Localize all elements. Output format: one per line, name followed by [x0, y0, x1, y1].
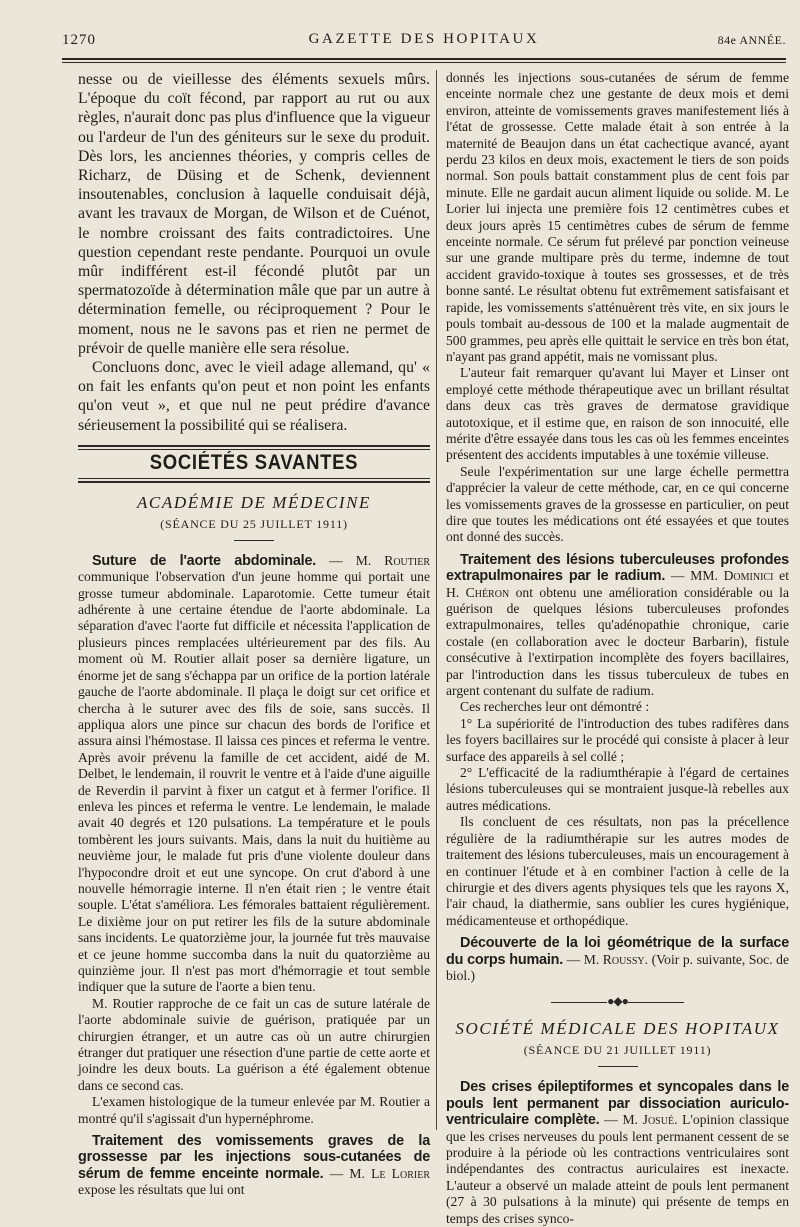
- tuber-author-2: Chéron: [465, 584, 510, 600]
- vomit-dash: — M.: [323, 1165, 372, 1181]
- vomit-paragraph-2: L'auteur fait remarquer qu'avant lui Mayer et Linser ont employé cette méthode thérapeutique avec un brillant résultat dans deux cas très graves de dermatose gravidique autotoxique, et il estime que, en raison de son innocuité, elle mérite d'être essayée dans tous les cas où les femmes enceintes présentent des accidents imputables à une toxémie villeuse.: [446, 365, 789, 463]
- vomit-author: Le Lorier: [371, 1165, 430, 1181]
- aorte-paragraph-2: M. Routier rapproche de ce fait un cas de suture latérale de l'aorte abdominale suivie de guérison, pratiquée par un chirurgien étranger, et un autre cas où un autre chirurgien étranger dut pratiquer une résection d'une partie de cette aorte et joindre les deux bouts. La guérison a été également obtenue dans ce second cas.: [78, 995, 430, 1093]
- tuber-paragraph-4: 2° L'efficacité de la radiumthérapie à l'égard de certaines lésions tuberculeuses qui se montraient jusque-là rebelles aux autres médications.: [446, 765, 789, 813]
- aorte-heading: Suture de l'aorte abdominale.: [92, 552, 317, 569]
- academy-session: (SÉANCE DU 25 JUILLET 1911): [160, 516, 348, 531]
- society-title: SOCIÉTÉ MÉDICALE DES HOPITAUX: [455, 1019, 780, 1039]
- tuber-dash: — MM.: [665, 568, 724, 584]
- vomit-paragraph-1: [78, 1133, 430, 1199]
- intro-paragraph: nesse ou de vieillesse des éléments sexuels mûrs. L'époque du coït fécond, par rapport au rut ou aux règles, n'aurait donc pas plus d'influence que la vigueur ou l'ardeur de l'un des géniteurs sur le sexe du produit. Dès lors, les anciennes théories, y compris celles de Richarz, de Düsing et de Schenk, deviennent insoutenables, conclusion à laquelle conduisait déjà, avant les travaux de Morgan, de Wilson et de Cuénot, le nombre croissant des faits contradictoires. Une question cependant reste pendante. Pourquoi un ovule mûr indifférent est-il fécondé plutôt par un spermatozoïde à détermination mâle que par un autre à détermination femelle, ou réciproquement ? Pour le moment, nous ne le savons pas et rien ne permet de prévoir de quelle manière elle sera résolue.: [78, 71, 430, 357]
- aorte-dash: — M.: [316, 552, 385, 568]
- tuber-paragraph-3: 1° La supériorité de l'introduction des tubes radifères dans les foyers bacillaires sur le procédé qui consiste à placer à leur surface des appareils à sel collé ;: [446, 715, 789, 764]
- tuber-text-1: ont obtenu une amélioration considérable ou la guérison de quelques lésions tuberculeuses profondes extrapulmonaires, telles qu'adénopathie chronique, carie costale (en collaboration avec le docteur Barbarin), fistule consécutive à l'extirpation incomplète des foyers bacillaires, par l'introduction dans les tissus tuberculeux de tubes en argent contenant du sulfate de radium.: [446, 584, 789, 699]
- journal-title: GAZETTE DES HOPITAUX: [308, 31, 540, 47]
- header-rule: [62, 58, 786, 60]
- page-header: [62, 30, 786, 52]
- aorte-text-1: communique l'observation d'un jeune homme qui portait une grosse tumeur abdominale. Laparotomie. Cette tumeur était adhérente à une certaine étendue de l'aorte abdominale. La séparation d'avec l'aorte fut difficile et nécessita l'application de plusieurs pinces remplacées ultérieurement par des fils. Au moment où M. Routier allait poser sa dernière ligature, un énorme jet de sang s'échappa par un orifice de la portion latérale gauche de l'aorte abdominale. Il plaça le doigt sur cet orifice et chercha à le suturer avec des fils de soie, sans succès. Il appliqua alors une pince sur chacun des bords de l'orifice et assura ainsi l'hémostase. Il laissa ces pinces et referma le ventre. Après avoir prévenu la famille de cet accident, aidé de M. Delbet, le lendemain, il rouvrit le ventre et à l'aide d'une aiguille de Reverdin il parvint à fixer un catgut et à fermer l'orifice. Il enleva les pinces et referma le ventre. Le lendemain, le malade avait 40 degrés et 120 pulsations. La température et le pouls tombèrent les jours suivants. Mais, dans la nuit du huitième au neuvième jour, le malade fut pris d'une violente douleur dans l'hypocondre droit et eut une syncope. On crut d'abord à une nouvelle hémorragie interne. Il n'en était rien ; le ventre était souple. L'état s'améliora. Les fémorales battaient régulièrement. Le dixième jour on put retirer les fils de la suture abdominale sans incidents. Le quatorzième jour, la journée fut très mauvaise et ce jeune homme succomba dans la nuit du quatorzième au quinzième jour. Il n'est pas mort d'hémorragie et tout semble indiquer que la suture de l'aorte a bien tenu.: [78, 569, 430, 995]
- loi-paragraph: [446, 935, 789, 984]
- tuber-author-1: Dominici: [723, 568, 774, 584]
- right-column: [446, 70, 789, 1226]
- crises-text: . L'opinion classique que les crises nerveuses du pouls lent permanent cessent de se produire à la période où les contractions ventriculaires sont indépendantes des contractus auriculaires est inexacte. L'auteur a observé un malade atteint de pouls lent permanent (27 à 30 pulsations à la minute) qui présente de temps en temps des crises synco-: [446, 1112, 789, 1226]
- vomit-heading: Traitement des vomissements graves de la grossesse par les injections sous-cutanées de sérum de femme enceinte normale.: [78, 1133, 430, 1182]
- short-divider-2: [598, 1066, 638, 1067]
- crises-paragraph: [446, 1079, 789, 1227]
- ornament-divider: ●◆●: [446, 994, 789, 1009]
- loi-dash: — M.: [563, 951, 603, 967]
- tuber-and: et H.: [446, 568, 789, 600]
- aorte-paragraph-3: L'examen histologique de la tumeur enlevée par M. Routier a montré qu'il s'agissait d'un hypernéphrome.: [78, 1094, 430, 1126]
- section-banner: [78, 445, 430, 483]
- loi-author: Roussy: [602, 951, 645, 967]
- society-session: (SÉANCE DU 21 JUILLET 1911): [523, 1043, 712, 1058]
- loi-heading: Découverte de la loi géométrique de la surface du corps humain.: [446, 935, 789, 968]
- aorte-paragraph-1: [78, 553, 430, 996]
- vomit-continuation: donnés les injections sous-cutanées de sérum de femme enceinte normale chez une gestante de deux mois et demi environ, atteinte de vomissements graves manifestement liés à l'état de grossesse. Cette malade était à son entrée à la maternité de Beaujon dans un état cachectique avancé, ayant perdu 23 kilos en deux mois, exactement le tiers de son poids normal. Son pouls battait constamment plus de cent fois par minute. Elle ne gardait aucun aliment liquide ou solide. M. Le Lorier lui injecta une première fois 12 centimètres cubes et deux jours après 15 centimètres cubes de sérum de femme enceinte normale. Ce sérum fut prélevé par ponction veineuse sur une grande multipare près du terme, indemne de tout accident gravido-toxique à toutes ses grossesses, et de très bonne santé. Le résultat obtenu fut extrêmement satisfaisant et rapide, les vomissements s'atténuèrent très vite, en six jours le pouls tombait au-dessous de 100 et la malade augmentait de 500 grammes, peu après elle quittait le service en très bon état, n'ayant pas grand appétit, mais ne vomissant plus.: [446, 70, 789, 364]
- header-rule-thin: [62, 62, 786, 63]
- academy-title: ACADÉMIE DE MÉDECINE: [136, 492, 372, 512]
- aorte-author: Routier: [384, 552, 430, 568]
- tuber-paragraph-1: [446, 552, 789, 700]
- crises-author: Josué: [642, 1112, 675, 1128]
- vomit-text-1: expose les résultats que lui ont: [78, 1182, 245, 1198]
- section-title: SOCIÉTÉS SAVANTES: [149, 450, 359, 474]
- vomit-paragraph-3: Seule l'expérimentation sur une large échelle permettra d'apprécier la valeur de cette méthode, car, en ce qui concerne les vomissements graves de la grossesse en particulier, on peut dire que toutes les médications ont été essayées et que toutes ont donné des succès.: [446, 463, 789, 545]
- page-number: 1270: [62, 32, 96, 48]
- left-column: [78, 70, 430, 1198]
- tuber-paragraph-2: Ces recherches leur ont démontré :: [460, 699, 650, 715]
- crises-dash: — M.: [599, 1112, 643, 1128]
- loi-text: . (Voir p. suivante, Soc. de biol.): [446, 951, 789, 983]
- short-divider: [234, 540, 274, 541]
- year-label: 84e ANNÉE.: [717, 33, 786, 47]
- tuber-heading: Traitement des lésions tuberculeuses profondes extrapulmonaires par le radium.: [446, 551, 789, 585]
- conclusion-paragraph: Concluons donc, avec le vieil adage allemand, qu' « on fait les enfants qu'on peut et non point les enfants qu'on veut », et que nul ne peut prédire d'avance sérieusement la possibilité qui se réalisera.: [78, 359, 430, 434]
- tuber-paragraph-5: Ils concluent de ces résultats, non pas la précellence régulière de la radiumthérapie sur les autres modes de traitement des lésions tuberculeuses, mais un encouragement à en continuer l'étude et à en combiner l'action à celle de la chirurgie et des divers agents physiques tels que les rayons X, l'air chaud, la diathermie, sans oublier les cures hygiénique, médicamenteuse et orthopédique.: [446, 814, 789, 928]
- column-divider: [436, 70, 437, 1130]
- crises-heading: Des crises épileptiformes et syncopales dans le pouls lent permanent par dissociation auriculo-ventriculaire complète.: [446, 1079, 789, 1129]
